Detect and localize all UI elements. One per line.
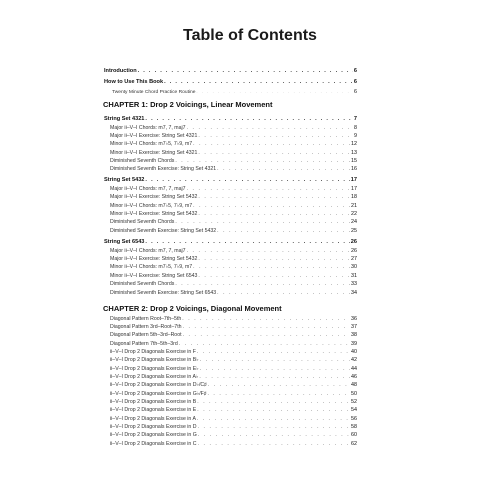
- toc-entry[interactable]: [104, 391, 357, 397]
- toc-label: ii–V–I Drop 2 Diagonals Exercise in E: [110, 407, 197, 413]
- dot-leader: [198, 433, 350, 438]
- dot-leader: [198, 151, 350, 156]
- toc-page-number: 31: [351, 273, 357, 279]
- dot-leader: [199, 375, 350, 380]
- dot-leader: [193, 142, 350, 147]
- toc-entry[interactable]: [104, 219, 357, 225]
- toc-label: ii–V–I Drop 2 Diagonals Exercise in D: [110, 424, 197, 430]
- toc-entry[interactable]: [104, 141, 357, 147]
- toc-entry[interactable]: [104, 273, 357, 279]
- toc-label: ii–V–I Drop 2 Diagonals Exercise in F: [110, 349, 196, 355]
- toc-page-number: 37: [351, 324, 357, 330]
- dot-leader: [175, 159, 350, 164]
- dot-leader: [179, 342, 350, 347]
- dot-leader: [182, 317, 350, 322]
- toc-label: ii–V–I Drop 2 Diagonals Exercise in E♭: [110, 366, 199, 372]
- toc-label: Diminished Seventh Chords: [110, 158, 175, 164]
- toc-page-number: 6: [354, 89, 357, 95]
- dot-leader: [193, 265, 350, 270]
- toc-label: Major ii–V–I Chords: m7, 7, maj7: [110, 125, 186, 131]
- toc-entry[interactable]: [104, 166, 357, 172]
- toc-label: ii–V–I Drop 2 Diagonals Exercise in D♭/C♯: [110, 382, 207, 388]
- toc-label: Diagonal Pattern 5th–3rd–Root: [110, 332, 182, 338]
- toc-label: Diminished Seventh Exercise: String Set 6543: [110, 290, 217, 296]
- dot-leader: [197, 350, 350, 355]
- toc-page-number: 6: [353, 79, 357, 85]
- toc-page-number: 13: [351, 150, 357, 156]
- toc-entry[interactable]: [104, 316, 357, 322]
- toc-page-number: 17: [350, 177, 357, 183]
- toc-page-number: 52: [351, 399, 357, 405]
- toc-label: String Set 4321: [104, 116, 145, 122]
- toc-entry-introduction[interactable]: [104, 68, 357, 74]
- toc-page-number: 33: [351, 281, 357, 287]
- toc-entry[interactable]: [104, 194, 357, 200]
- toc-entry-how-to-use[interactable]: [104, 79, 357, 85]
- dot-leader: [196, 91, 353, 95]
- toc-page-number: 40: [351, 349, 357, 355]
- toc-entry[interactable]: [104, 150, 357, 156]
- toc-label: ii–V–I Drop 2 Diagonals Exercise in B♭: [110, 357, 199, 363]
- toc-label: How to Use This Book: [104, 79, 164, 85]
- toc-page-number: 36: [351, 316, 357, 322]
- toc-entry-section[interactable]: [104, 177, 357, 183]
- toc-entry[interactable]: [104, 256, 357, 262]
- dot-leader: [193, 204, 350, 209]
- toc-label: Diagonal Pattern 3rd–Root–7th: [110, 324, 182, 330]
- toc-label: ii–V–I Drop 2 Diagonals Exercise in C: [110, 441, 197, 447]
- toc-entry[interactable]: [104, 416, 357, 422]
- toc-entry[interactable]: [104, 158, 357, 164]
- toc-entry[interactable]: [104, 341, 357, 347]
- toc-page-number: 22: [351, 211, 357, 217]
- toc-page-number: 27: [351, 256, 357, 262]
- toc-label: Diminished Seventh Chords: [110, 219, 175, 225]
- toc-entry-practice-routine[interactable]: [104, 89, 357, 95]
- toc-entry[interactable]: [104, 125, 357, 131]
- dot-leader: [198, 442, 351, 447]
- toc-page-number: 60: [351, 432, 357, 438]
- toc-label: Major ii–V–I Exercise: String Set 4321: [110, 133, 198, 139]
- toc-entry[interactable]: [104, 357, 357, 363]
- dot-leader: [198, 425, 351, 430]
- toc-label: Minor ii–V–I Chords: m7♭5, 7♭9, m7: [110, 203, 193, 209]
- toc-page-number: 44: [351, 366, 357, 372]
- dot-leader: [208, 383, 350, 388]
- dot-leader: [198, 274, 350, 279]
- toc-page-number: 30: [351, 264, 357, 270]
- dot-leader: [197, 417, 350, 422]
- toc-page-number: 50: [351, 391, 357, 397]
- dot-leader: [217, 291, 350, 296]
- toc-entry[interactable]: [104, 382, 357, 388]
- toc-label: Twenty Minute Chord Practice Routine: [112, 90, 196, 95]
- toc-entry[interactable]: [104, 432, 357, 438]
- dot-leader: [200, 358, 350, 363]
- toc-page-number: 34: [351, 290, 357, 296]
- dot-leader: [175, 220, 350, 225]
- toc-page-number: 26: [351, 248, 357, 254]
- toc-page-number: 24: [351, 219, 357, 225]
- toc-entry[interactable]: [104, 366, 357, 372]
- dot-leader: [187, 249, 350, 254]
- toc-label: ii–V–I Drop 2 Diagonals Exercise in G: [110, 432, 197, 438]
- dot-leader: [197, 408, 350, 413]
- toc-label: ii–V–I Drop 2 Diagonals Exercise in A♭: [110, 374, 199, 380]
- toc-page-number: 25: [351, 228, 357, 234]
- toc-label: String Set 5432: [104, 177, 145, 183]
- toc-entry[interactable]: [104, 186, 357, 192]
- toc-entry-section[interactable]: [104, 239, 357, 245]
- toc-label: Diminished Seventh Exercise: String Set 5432: [110, 228, 217, 234]
- toc-entry[interactable]: [104, 332, 357, 338]
- toc-label: Minor ii–V–I Exercise: String Set 4321: [110, 150, 198, 156]
- dot-leader: [198, 212, 350, 217]
- dot-leader: [138, 69, 353, 75]
- toc-page-number: 54: [351, 407, 357, 413]
- dot-leader: [197, 400, 350, 405]
- toc-entry[interactable]: [104, 399, 357, 405]
- toc-label: ii–V–I Drop 2 Diagonals Exercise in B: [110, 399, 197, 405]
- toc-label: Major ii–V–I Exercise: String Set 5432: [110, 194, 198, 200]
- toc-entry[interactable]: [104, 424, 357, 430]
- toc-page-number: 18: [351, 194, 357, 200]
- toc-page-number: 12: [351, 141, 357, 147]
- toc-page-number: 16: [351, 166, 357, 172]
- toc-label: Major ii–V–I Chords: m7, 7, maj7: [110, 186, 186, 192]
- toc-label: Diminished Seventh Chords: [110, 281, 175, 287]
- toc-page-number: 9: [354, 133, 357, 139]
- toc-label: Diminished Seventh Exercise: String Set 4321: [110, 166, 217, 172]
- toc-entry[interactable]: [104, 248, 357, 254]
- chapter-heading: CHAPTER 2: Drop 2 Voicings, Diagonal Movement: [103, 304, 282, 313]
- dot-leader: [145, 240, 349, 246]
- toc-page-number: 48: [351, 382, 357, 388]
- dot-leader: [198, 134, 353, 139]
- toc-entry[interactable]: [104, 349, 357, 355]
- toc-entry[interactable]: [104, 374, 357, 380]
- toc-page-number: 26: [350, 239, 357, 245]
- toc-page-number: 8: [354, 125, 357, 131]
- toc-label: ii–V–I Drop 2 Diagonals Exercise in G♭/F♯: [110, 391, 207, 397]
- dot-leader: [198, 257, 350, 262]
- toc-label: Introduction: [104, 68, 137, 74]
- toc-label: Major ii–V–I Chords: m7, 7, maj7: [110, 248, 186, 254]
- toc-entry[interactable]: [104, 441, 357, 447]
- dot-leader: [187, 126, 353, 131]
- dot-leader: [175, 282, 350, 287]
- toc-label: String Set 6543: [104, 239, 145, 245]
- toc-entry[interactable]: [104, 203, 357, 209]
- dot-leader: [198, 195, 350, 200]
- toc-entry[interactable]: [104, 281, 357, 287]
- toc-label: Diagonal Pattern 7th–5th–3rd: [110, 341, 178, 347]
- toc-page-number: 21: [351, 203, 357, 209]
- toc-entry[interactable]: [104, 264, 357, 270]
- dot-leader: [164, 80, 353, 86]
- toc-page-number: 46: [351, 374, 357, 380]
- toc-page-number: 38: [351, 332, 357, 338]
- toc-label: Diagonal Pattern Root–7th–5th: [110, 316, 182, 322]
- toc-entry[interactable]: [104, 290, 357, 296]
- toc-entry-section[interactable]: [104, 116, 357, 122]
- toc-entry[interactable]: [104, 228, 357, 234]
- dot-leader: [217, 167, 350, 172]
- chapter-heading: CHAPTER 1: Drop 2 Voicings, Linear Movement: [103, 100, 273, 109]
- toc-entry[interactable]: [104, 324, 357, 330]
- dot-leader: [183, 325, 350, 330]
- dot-leader: [217, 229, 350, 234]
- dot-leader: [187, 187, 350, 192]
- page-title: Table of Contents: [183, 27, 317, 44]
- dot-leader: [145, 178, 349, 184]
- toc-page-number: 7: [353, 116, 357, 122]
- toc-entry[interactable]: [104, 407, 357, 413]
- toc-page-number: 6: [353, 68, 357, 74]
- dot-leader: [207, 392, 350, 397]
- toc-label: Minor ii–V–I Chords: m7♭5, 7♭9, m7: [110, 264, 193, 270]
- toc-label: Minor ii–V–I Exercise: String Set 5432: [110, 211, 198, 217]
- toc-page-number: 17: [351, 186, 357, 192]
- toc-label: Minor ii–V–I Chords: m7♭5, 7♭9, m7: [110, 141, 193, 147]
- toc-entry[interactable]: [104, 133, 357, 139]
- toc-label: ii–V–I Drop 2 Diagonals Exercise in A: [110, 416, 196, 422]
- toc-page-number: 15: [351, 158, 357, 164]
- toc-page-number: 62: [351, 441, 357, 447]
- toc-page-number: 56: [351, 416, 357, 422]
- toc-page-number: 42: [351, 357, 357, 363]
- dot-leader: [145, 117, 352, 123]
- dot-leader: [200, 367, 350, 372]
- toc-page-number: 58: [351, 424, 357, 430]
- toc-label: Major ii–V–I Exercise: String Set 5432: [110, 256, 198, 262]
- toc-entry[interactable]: [104, 211, 357, 217]
- toc-label: Minor ii–V–I Exercise: String Set 6543: [110, 273, 198, 279]
- dot-leader: [183, 333, 350, 338]
- toc-page-number: 39: [351, 341, 357, 347]
